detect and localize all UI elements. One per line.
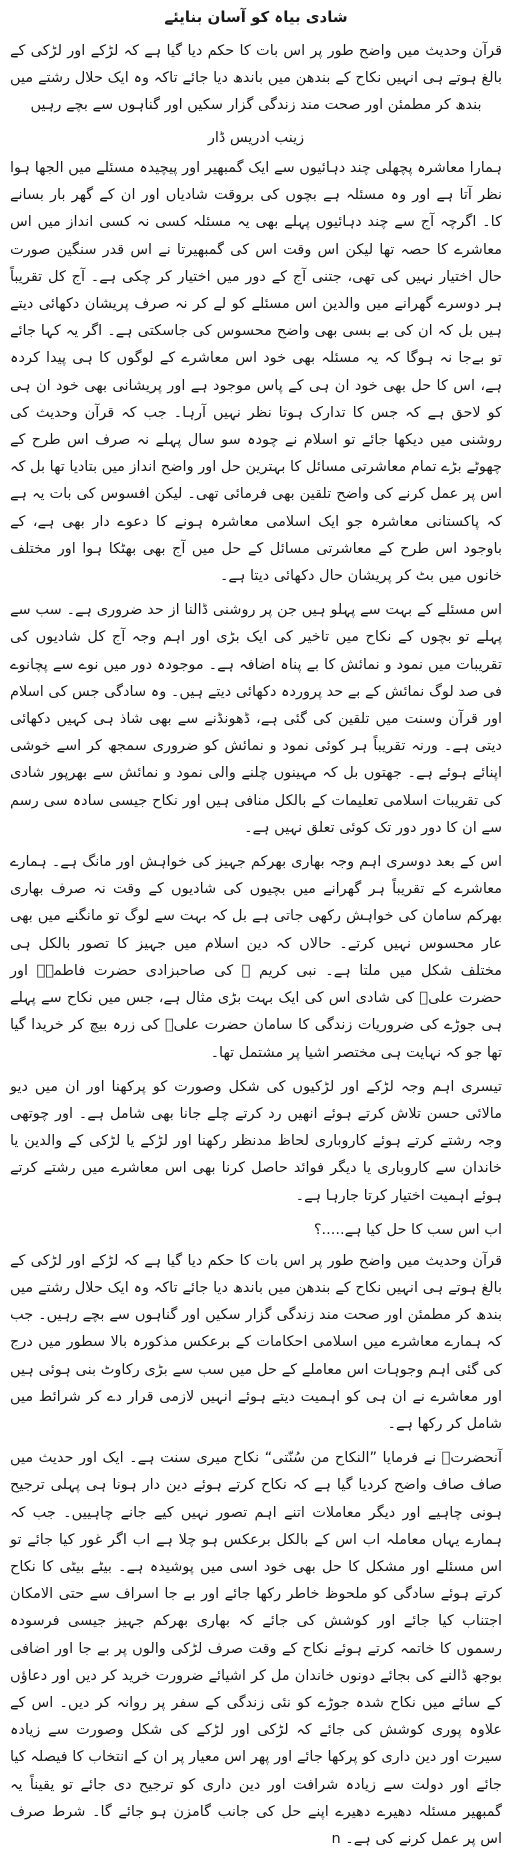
closing-paragraph-1: قرآن وحدیث میں واضح طور پر اس بات کا حکم دیا گیا ہے کہ لڑکے اور لڑکی کے بالغ ہوتے ہی انہیں نکاح کے بندھن میں باندھ دیا جائے تاکہ وہ ایک حلال رشتے میں بندھ کر مطمئن اور صحت مند زندگی گزار سکیں اور گناہوں سے بچے رہیں۔ جب کہ ہمارے معاشرے میں اسلامی احکامات کے برعکس مذکورہ بالا سطور میں درج کی گئی اہم وجوہات اس معاملے کے حل میں سب سے بڑی رکاوٹ بنی ہوئی ہیں اور معاشرے نے ان ہی کو اہمیت دیتے ہوئے انہیں لازمی قرار دے کر شرائط میں شامل کر رکھا ہے۔ <box>10 1252 502 1432</box>
body-paragraph-1: ہمارا معاشرہ پچھلی چند دہائیوں سے ایک گمبھیر اور پیچیدہ مسئلے میں الجھا ہوا نظر آتا ہے اور وہ مسئلہ ہے بچوں کی بروقت شادیاں اور ان کے گھر بار بسانے کا۔ اگرچہ آج سے چند دہائیوں پہلے بھی یہ مسئلہ کسی نہ کسی انداز میں اس معاشرے کا حصہ تھا لیکن اس وقت اس کی گمبھیرتا نے اس قدر سنگین صورت حال اختیار نہیں کی تھی، جتنی آج کے دور میں اختیار کر چکی ہے۔ آج کل تقریباً ہر دوسرے گھرانے میں والدین اس مسئلے کو لے کر نہ صرف پریشان دکھائی دیتے ہیں بل کہ ان کی بے بسی بھی واضح محسوس کی جاسکتی ہے۔ اگر یہ کہا جائے تو بےجا نہ ہوگا کہ یہ مسئلہ بھی خود اس معاشرے کے لوگوں کا ہی پیدا کردہ ہے، اس کا حل بھی خود ان ہی کے پاس موجود ہے اور پریشانی بھی خود ان ہی کو لاحق ہے کہ جس کا تدارک ہوتا نظر نہیں آرہا۔ جب کہ قرآن وحدیث کی روشنی میں دیکھا جائے تو اسلام نے چودہ سو سال پہلے نہ صرف اس طرح کے چھوٹے بڑے تمام معاشرتی مسائل کا بہترین حل اور واضح انداز میں بتادیا تھا بل کہ اس پر عمل کرنے کی واضح تلقین بھی فرمائی تھی۔ لیکن افسوس کی بات یہ ہے کہ پاکستانی معاشرہ جو ایک اسلامی معاشرہ ہونے کا دعوے دار بھی ہے، کے باوجود اس طرح کے معاشرتی مسائل کے حل میں آج بھی بھٹکا ہوا اور مختلف خانوں میں بٹ کر پریشان حال دکھائی دیتا ہے۔ <box>10 160 502 585</box>
body-paragraph-4: تیسری اہم وجہ لڑکے اور لڑکیوں کی شکل وصورت کو پرکھنا اور ان میں دیو مالائی حسن تلاش کرتے ہوئے انھیں رد کرتے چلے جانا بھی شامل ہے۔ اور چوتھی وجہ رشتے کرتے ہوئے کاروباری لحاظ مدنظر رکھنا اور لڑکے یا لڑکی کے والدین یا خاندان سے کاروباری یا دیگر فوائد حاصل کرنا بھی اس معاشرے میں رشتے کرتے ہوئے اہمیت اختیار کرتا جارہا ہے۔ <box>10 1078 502 1204</box>
body-paragraph-2: اس مسئلے کے بہت سے پہلو ہیں جن پر روشنی ڈالنا از حد ضروری ہے۔ سب سے پہلے تو بچوں کے نکاح میں تاخیر کی ایک بڑی اور اہم وجہ آج کل شادیوں کی تقریبات میں نمود و نمائش کا بے پناہ اضافہ ہے۔ موجودہ دور میں نوے سے پچانوے فی صد لوگ نمائش کے بے حد پروردہ دکھائی دیتے ہیں۔ وہ سادگی جس کی اسلام اور قرآن وسنت میں تلقین کی گئی ہے، ڈھونڈنے سے بھی شاذ ہی کہیں دکھائی دیتی ہے۔ ورنہ تقریباً ہر کوئی نمود و نمائش کو ضروری سمجھ کر اسے خوشی اپنائے ہوئے ہے۔ جھتوں بل کہ مہینوں چلنے والی نمود و نمائش سے بھرپور شادی کی تقریبات اسلامی تعلیمات کے بالکل منافی ہیں اور نکاح جیسی سادہ سی رسم سے ان کا دور دور تک کوئی تعلق نہیں ہے۔ <box>10 602 502 836</box>
closing-paragraph-2-text: آنحضرتؐ نے فرمایا ”النکاح من سُنّتی“ نکاح میری سنت ہے۔ ایک اور حدیث میں صاف صاف واضح کردیا گیا ہے کہ نکاح کرتے ہوئے دین دار ہونا ہی پہلی ترجیح ہونی چاہیے اور دیگر معاملات اتنے اہم تصور نہیں کیے جانے چاہییں۔ جب کہ ہمارے یہاں معاملہ اب اس کے بالکل برعکس ہو چلا ہے اب اگر غور کیا جائے تو اس مسئلے اور مشکل کا حل بھی خود اسی میں پوشیدہ ہے۔ بیٹے بیٹی کا نکاح کرتے ہوئے سادگی کو ملحوظ خاطر رکھا جائے اور بے جا اسراف سے حتی الامکان اجتناب کیا جائے اور کوشش کی جائے کہ بھاری بھرکم جہیز جیسی فرسودہ رسموں کا خاتمہ کرتے ہوئے نکاح کے وقت صرف لڑکی والوں پر بے جا اور اضافی بوجھ ڈالنے کی بجائے دونوں خاندان مل کر اشیائے ضرورت خرید کر دیں اور دعاؤں کے سائے میں نکاح شدہ جوڑے کو نئی زندگی کے سفر پر روانہ کر دیں۔ اس کے علاوہ پوری کوشش کی جائے کہ لڑکی اور لڑکے کی شکل وصورت سے زیادہ سیرت اور دین داری کو پرکھا جائے اور پھر اس معیار پر ان کے انتخاب کا فیصلہ کیا جائے اور دولت سے زیادہ شرافت اور دین داری کو ترجیح دی جائے تو یقیناً یہ گمبھیر مسئلہ دھیرے دھیرے اپنے حل کی جانب گامزن ہو جائے گا۔ شرط صرف اس پر عمل کرنے کی ہے۔ <box>10 1450 502 1847</box>
body-paragraph-3: اس کے بعد دوسری اہم وجہ بھاری بھرکم جہیز کی خواہش اور مانگ ہے۔ ہمارے معاشرے کے تقریباً ہر گھرانے میں بچیوں کی شادیوں کے وقت نہ صرف بھاری بھرکم سامان کی خواہش رکھی جاتی ہے بل کہ بہت سے لوگ تو مانگنے میں بھی عار محسوس نہیں کرتے۔ حالاں کہ دین اسلام میں جہیز کا تصور بالکل ہی مختلف شکل میں ملتا ہے۔ نبی کریم ﷺ کی صاحبزادی حضرت فاطمہؓ اور حضرت علیؓ کی شادی اس کی ایک بہت بڑی مثال ہے، جس میں نکاح سے پہلے ہی جوڑے کی ضروریات زندگی کا سامان حضرت علیؓ کی زرہ بیچ کر خریدا گیا تھا جو کہ نہایت ہی مختصر اشیا پر مشتمل تھا۔ <box>10 854 502 1061</box>
end-mark: n <box>331 1830 341 1847</box>
section-question: اب اس سب کا حل کیا ہے.....؟ <box>313 1221 502 1238</box>
article-summary: قرآن وحدیث میں واضح طور پر اس بات کا حکم دیا گیا ہے کہ لڑکے اور لڑکی کے بالغ ہوتے ہی انہیں نکاح کے بندھن میں باندھ دیا جائے تاکہ وہ ایک حلال رشتے میں بندھ کر مطمئن اور صحت مند زندگی گزار سکیں اور گناہوں سے بچے رہیں <box>10 43 502 113</box>
author-byline: زینب ادریس ڈار <box>207 130 305 146</box>
closing-paragraph-2 <box>10 1445 502 1853</box>
article-title: شادی بیاہ کو آسان بنایئے <box>164 8 348 26</box>
